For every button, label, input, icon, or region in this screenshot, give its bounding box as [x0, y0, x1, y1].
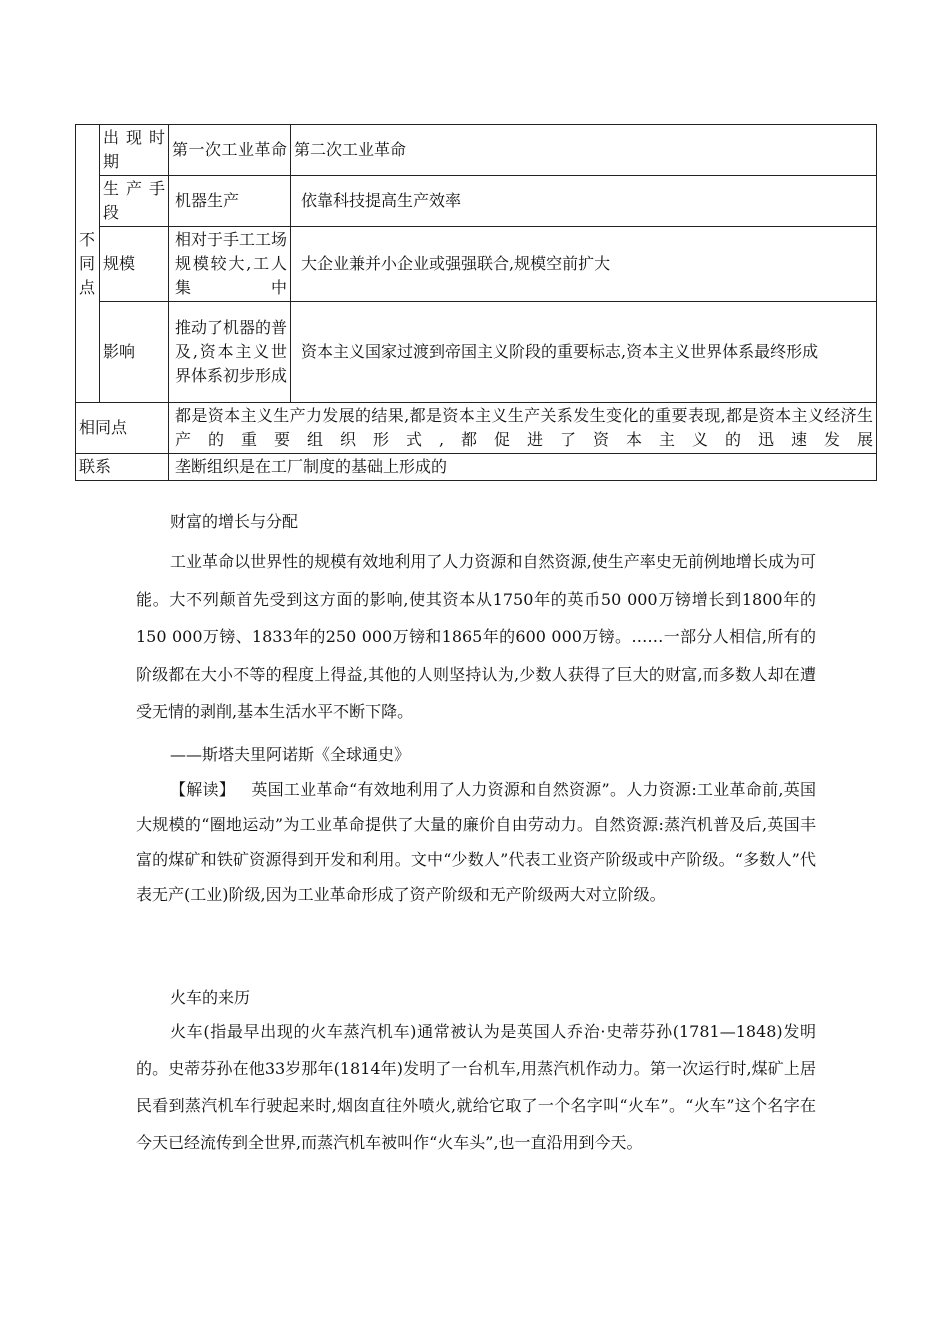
second-revolution-cell: 大企业兼并小企业或强强联合,规模空前扩大 [291, 227, 877, 302]
same-points-cell: 都是资本主义生产力发展的结果,都是资本主义生产关系发生变化的重要表现,都是资本主义经济生产的重要组织形式,都促进了资本主义的迅速发展 [169, 403, 877, 454]
section-title: 火车的来历 [170, 988, 251, 1007]
train-paragraph: 火车(指最早出现的火车蒸汽机车)通常被认为是英国人乔治·史蒂芬孙(1781—1848)发明的。史蒂芬孙在他33岁那年(1814年)发明了一台机车,用蒸汽机作动力。第一次运行时,煤矿上居民看到蒸汽机车行驶起来时,烟囱直往外喷火,就给它取了一个名字叫“火车”。“火车”这个名字在今天已经流传到全世界,而蒸汽机车被叫作“火车头”,也一直沿用到今天。 [136, 1022, 816, 1152]
row-label: 规模 [100, 227, 169, 302]
quote-paragraph: 工业革命以世界性的规模有效地利用了人力资源和自然资源,使生产率史无前例地增长成为可能。大不列颠首先受到这方面的影响,使其资本从1750年的英币50 000万镑增长到1800年的150 000万镑、1833年的250 000万镑和1865年的600 000万镑。……一部分人相信,所有的阶级都在大小不等的程度上得益,其他的人则坚持认为,少数人获得了巨大的财富,而多数人却在遭受无情的剥削,基本生活水平不断下降。 [136, 552, 816, 721]
second-revolution-cell: 依靠科技提高生产效率 [291, 176, 877, 227]
table-row [76, 227, 877, 302]
table-row [76, 125, 877, 176]
table-row [76, 403, 877, 454]
table-row [76, 302, 877, 403]
first-revolution-cell: 第一次工业革命 [169, 125, 291, 176]
row-label: 相同点 [76, 403, 169, 454]
interpretation-text: 英国工业革命“有效地利用了人力资源和自然资源”。人力资源:工业革命前,英国大规模的“圈地运动”为工业革命提供了大量的廉价自由劳动力。自然资源:蒸汽机普及后,英国丰富的煤矿和铁矿资源得到开发和利用。文中“少数人”代表工业资产阶级或中产阶级。“多数人”代表无产(工业)阶级,因为工业革命形成了资产阶级和无产阶级两大对立阶级。 [136, 780, 816, 904]
second-revolution-cell: 资本主义国家过渡到帝国主义阶段的重要标志,资本主义世界体系最终形成 [291, 302, 877, 403]
first-revolution-cell: 推动了机器的普及,资本主义世界体系初步形成 [169, 302, 291, 403]
row-label: 影响 [100, 302, 169, 403]
row-label: 出现时期 [100, 125, 169, 176]
first-revolution-cell: 机器生产 [169, 176, 291, 227]
row-label: 联系 [76, 454, 169, 481]
first-revolution-cell: 相对于手工工场规模较大,工人集中 [169, 227, 291, 302]
second-revolution-cell: 第二次工业革命 [291, 125, 877, 176]
group-label-cell: 不同点 [76, 125, 100, 403]
table-row [76, 454, 877, 481]
quote-source: ——斯塔夫里阿诺斯《全球通史》 [170, 745, 411, 764]
interpretation-tag: 【解读】 [170, 780, 236, 799]
link-cell: 垄断组织是在工厂制度的基础上形成的 [169, 454, 877, 481]
table-row [76, 176, 877, 227]
interpretation-paragraph [136, 772, 816, 912]
comparison-table [75, 124, 877, 481]
section-title: 财富的增长与分配 [170, 512, 299, 531]
row-label: 生产手段 [100, 176, 169, 227]
